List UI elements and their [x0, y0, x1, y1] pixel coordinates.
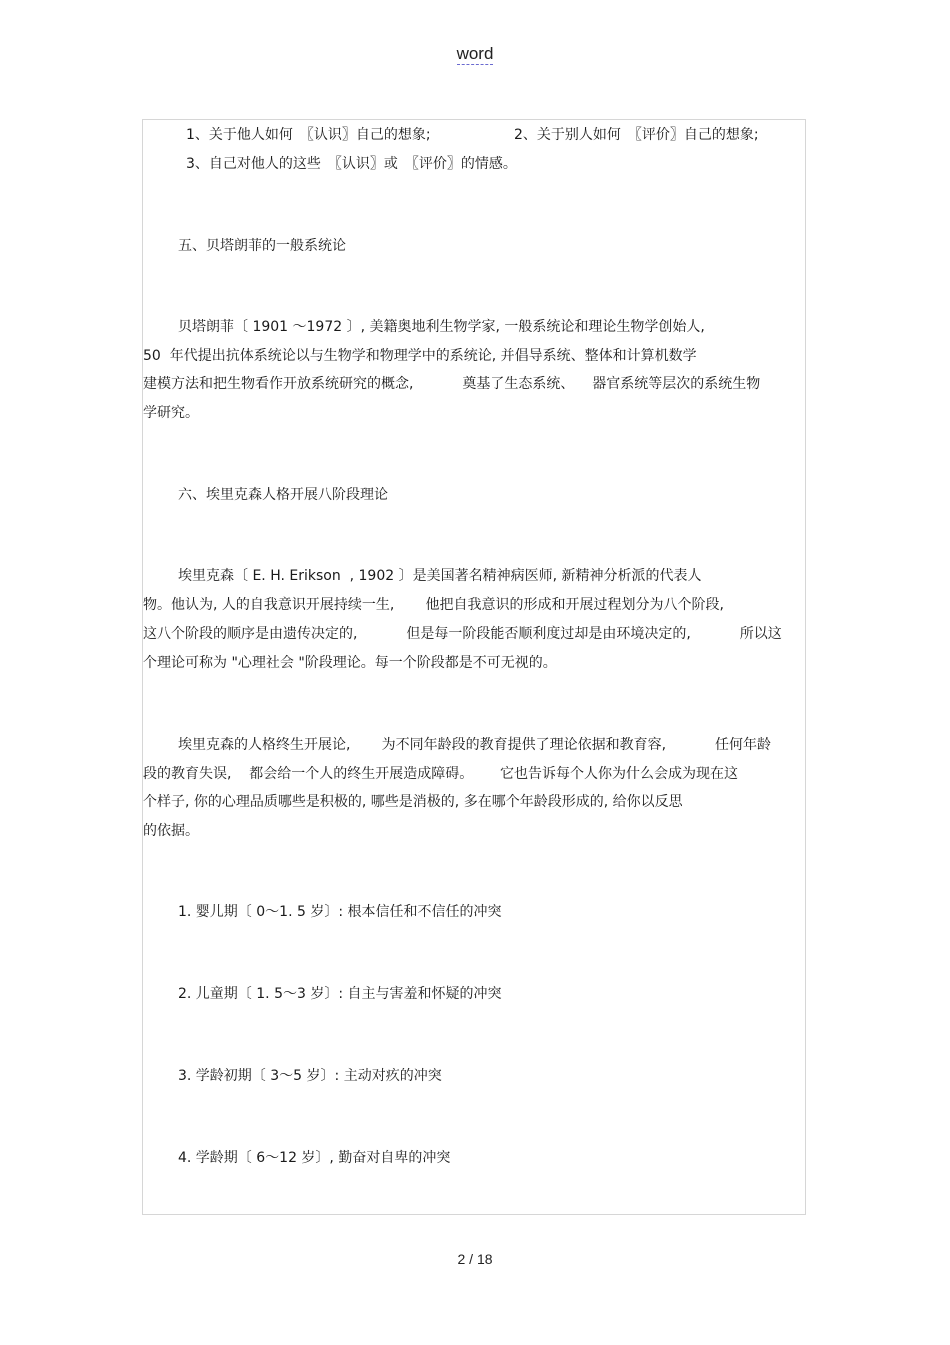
- section5-line: 建模方法和把生物看作开放系统研究的概念, 奠基了生态系统、 器官系统等层次的系统生物: [143, 376, 761, 392]
- section6-para1-line: 物。他认为, 人的自我意识开展持续一生, 他把自我意识的形成和开展过程划分为八个阶段,: [143, 597, 724, 613]
- section6-para1-line: 个理论可称为 "心理社会 "阶段理论。每一个阶段都是不可无视的。: [143, 655, 557, 671]
- intro-item-1: 1、关于他人如何 〖认识〗自己的想象;: [186, 127, 431, 143]
- section6-para2-line: 埃里克森的人格终生开展论, 为不同年龄段的教育提供了理论依据和教育容, 任何年龄: [178, 737, 772, 753]
- section5-line: 学研究。: [143, 405, 199, 421]
- stage-item-1: 1. 婴儿期〔 0～1. 5 岁〕: 根本信任和不信任的冲突: [178, 904, 502, 920]
- section-heading-6: 六、埃里克森人格开展八阶段理论: [178, 487, 388, 503]
- header-title: word: [456, 44, 494, 63]
- intro-item-2: 2、关于别人如何 〖评价〗自己的想象;: [514, 127, 759, 143]
- intro-item-3: 3、自己对他人的这些 〖认识〗或 〖评价〗的情感。: [186, 156, 517, 172]
- stage-item-2: 2. 儿童期〔 1. 5～3 岁〕: 自主与害羞和怀疑的冲突: [178, 986, 502, 1002]
- stage-item-4: 4. 学龄期〔 6～12 岁〕, 勤奋对自卑的冲突: [178, 1150, 451, 1166]
- section5-line: 贝塔朗菲〔 1901 ～1972 〕, 美籍奥地利生物学家, 一般系统论和理论生物学创始人,: [178, 319, 705, 335]
- section6-para2-line: 段的教育失误, 都会给一个人的终生开展造成障碍。 它也告诉每个人你为什么会成为现在这: [143, 766, 738, 782]
- section6-para1-line: 埃里克森〔 E. H. Erikson , 1902 〕是美国著名精神病医师, 新精神分析派的代表人: [178, 568, 702, 584]
- page-number: 2 / 18: [457, 1251, 493, 1267]
- stage-item-3: 3. 学龄初期〔 3～5 岁〕: 主动对疚的冲突: [178, 1068, 442, 1084]
- section6-para2-line: 个样子, 你的心理品质哪些是积极的, 哪些是消极的, 多在哪个年龄段形成的, 给你以反思: [143, 794, 683, 810]
- section6-para2-line: 的依据。: [143, 823, 199, 839]
- section5-line: 50 年代提出抗体系统论以与生物学和物理学中的系统论, 并倡导系统、整体和计算机数学: [143, 348, 697, 364]
- document-header: [0, 44, 950, 64]
- section6-para1-line: 这八个阶段的顺序是由遗传决定的, 但是每一阶段能否顺利度过却是由环境决定的, 所以这: [143, 626, 782, 642]
- section-heading-5: 五、贝塔朗菲的一般系统论: [178, 238, 346, 254]
